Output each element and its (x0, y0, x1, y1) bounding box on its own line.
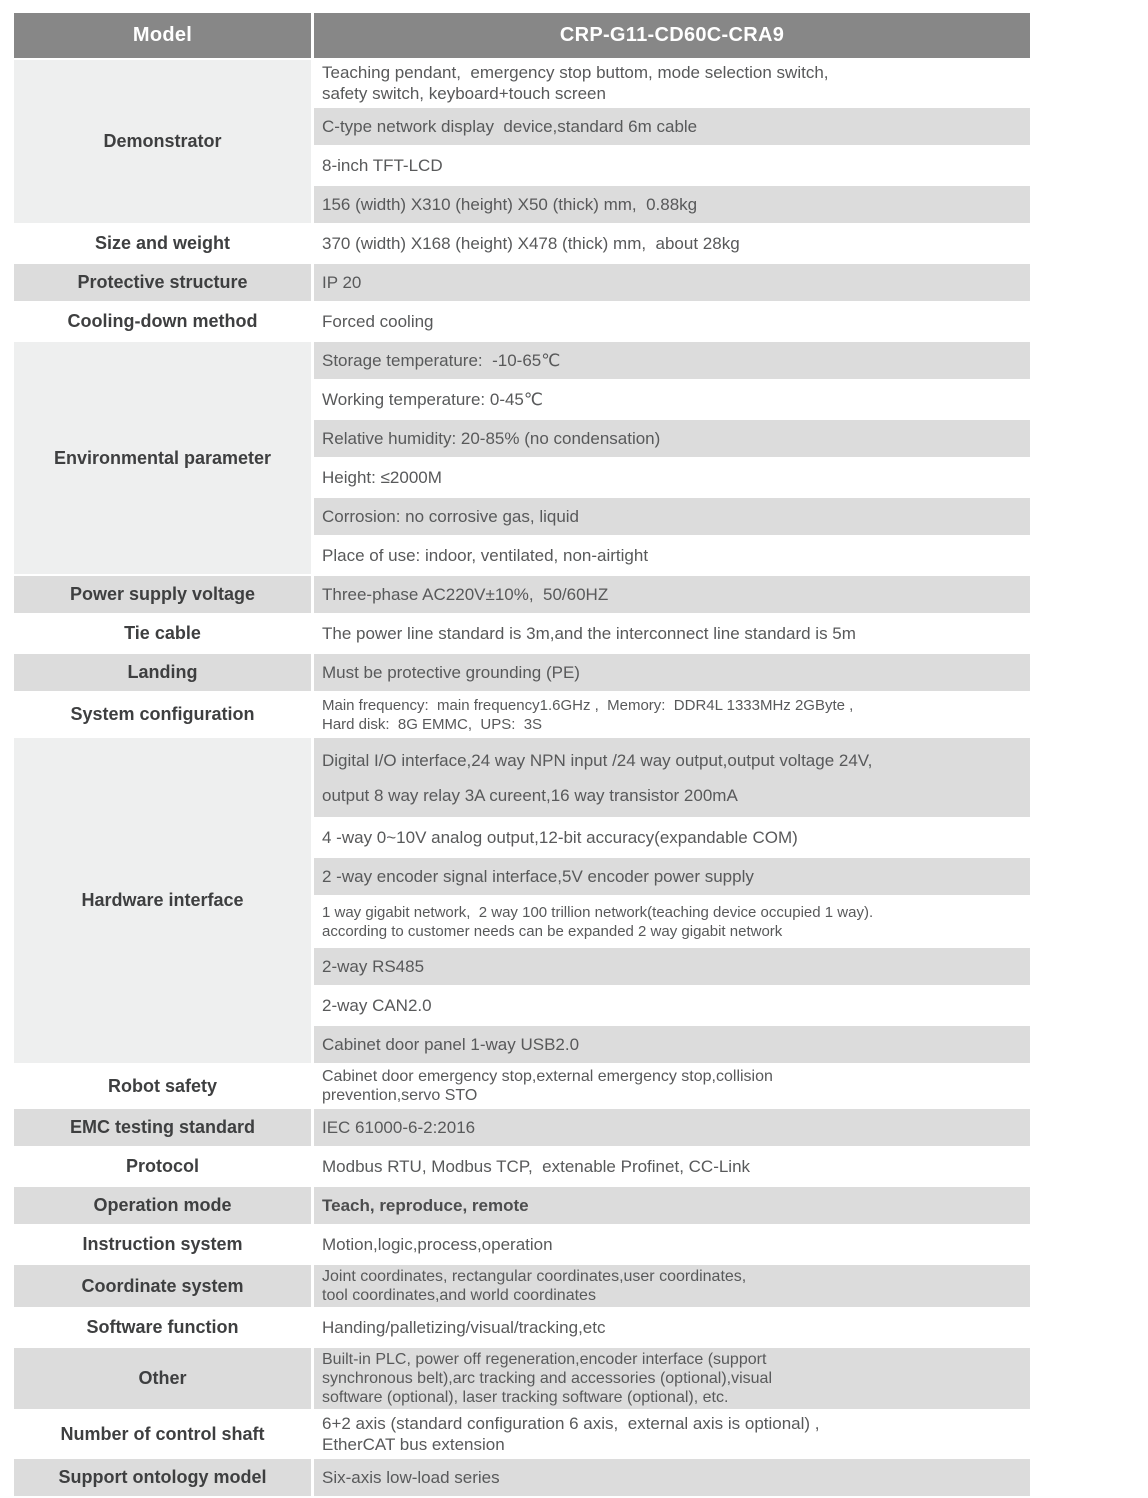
value-rows (314, 1265, 1030, 1307)
value-line: EtherCAT bus extension (322, 1435, 505, 1454)
value-rows (314, 1148, 1030, 1185)
value-rows (314, 738, 1030, 1063)
spec-row-group (14, 693, 1030, 736)
spec-row-group (14, 738, 1030, 1063)
row-label-software-function: Software function (14, 1309, 311, 1346)
row-label-coordinate-system: Coordinate system (14, 1265, 311, 1307)
spec-row-group (14, 654, 1030, 691)
row-label-size-and-weight: Size and weight (14, 225, 311, 262)
value-line: synchronous belt),arc tracking and accessories (optional),visual (322, 1370, 772, 1387)
row-label-cooling-down-method: Cooling-down method (14, 303, 311, 340)
spec-row-group (14, 1459, 1030, 1496)
spec-value-cell: Motion,logic,process,operation (314, 1226, 1030, 1263)
row-label-instruction-system: Instruction system (14, 1226, 311, 1263)
value-line: Teaching pendant, emergency stop buttom, mode selection switch, (322, 63, 829, 82)
spec-value-cell: C-type network display device,standard 6m cable (314, 108, 1030, 145)
value-rows (314, 1309, 1030, 1346)
spec-row-group (14, 576, 1030, 613)
spec-value-cell: 4 -way 0~10V analog output,12-bit accuracy(expandable COM) (314, 819, 1030, 856)
spec-value-cell: IP 20 (314, 264, 1030, 301)
value-line: Built-in PLC, power off regeneration,encoder interface (support (322, 1351, 767, 1368)
spec-value-cell: Three-phase AC220V±10%, 50/60HZ (314, 576, 1030, 613)
value-rows (314, 264, 1030, 301)
value-line: Joint coordinates, rectangular coordinates,user coordinates, (322, 1268, 747, 1285)
spec-value-cell: IEC 61000-6-2:2016 (314, 1109, 1030, 1146)
row-label-operation-mode: Operation mode (14, 1187, 311, 1224)
spec-row-group (14, 615, 1030, 652)
spec-row-group (14, 264, 1030, 301)
spec-value-cell: Forced cooling (314, 303, 1030, 340)
spec-value-cell (314, 897, 1030, 946)
spec-value-cell (314, 1411, 1030, 1457)
spec-row-group (14, 60, 1030, 223)
value-line: Digital I/O interface,24 way NPN input /24 way output,output voltage 24V, (322, 750, 873, 770)
value-line: 6+2 axis (standard configuration 6 axis, external axis is optional) , (322, 1414, 820, 1433)
spec-value-cell: Handing/palletizing/visual/tracking,etc (314, 1309, 1030, 1346)
table-header-row (14, 13, 1030, 58)
value-rows (314, 576, 1030, 613)
row-label-protective-structure: Protective structure (14, 264, 311, 301)
value-line: 1 way gigabit network, 2 way 100 trillion network(teaching device occupied 1 way). (322, 903, 874, 921)
spec-value-cell: 2 -way encoder signal interface,5V encoder power supply (314, 858, 1030, 895)
value-line: Main frequency: main frequency1.6GHz , Memory: DDR4L 1333MHz 2GByte , (322, 696, 854, 714)
spec-value-cell: Modbus RTU, Modbus TCP, extenable Profinet, CC-Link (314, 1148, 1030, 1185)
value-rows (314, 225, 1030, 262)
row-label-support-ontology-model: Support ontology model (14, 1459, 311, 1496)
row-label-number-of-control-shaft: Number of control shaft (14, 1411, 311, 1457)
value-rows (314, 303, 1030, 340)
spec-row-group (14, 1187, 1030, 1224)
row-label-landing: Landing (14, 654, 311, 691)
value-rows (314, 1411, 1030, 1457)
spec-row-group (14, 1065, 1030, 1107)
spec-value-cell: Relative humidity: 20-85% (no condensation) (314, 420, 1030, 457)
row-label-emc-testing-standard: EMC testing standard (14, 1109, 311, 1146)
value-line: safety switch, keyboard+touch screen (322, 84, 606, 103)
spec-value-cell: Storage temperature: -10-65℃ (314, 342, 1030, 379)
value-rows (314, 615, 1030, 652)
value-line: output 8 way relay 3A cureent,16 way transistor 200mA (322, 785, 738, 805)
spec-table (14, 13, 1030, 1498)
value-rows (314, 60, 1030, 223)
row-label-environmental-parameter: Environmental parameter (14, 342, 311, 574)
spec-value-cell: Place of use: indoor, ventilated, non-airtight (314, 537, 1030, 574)
header-model-value: CRP-G11-CD60C-CRA9 (314, 13, 1030, 58)
row-label-robot-safety: Robot safety (14, 1065, 311, 1107)
spec-row-group (14, 1265, 1030, 1307)
value-rows (314, 1348, 1030, 1409)
spec-value-cell: Teach, reproduce, remote (314, 1187, 1030, 1224)
row-label-power-supply-voltage: Power supply voltage (14, 576, 311, 613)
header-model-label: Model (14, 13, 311, 58)
spec-value-cell: 8-inch TFT-LCD (314, 147, 1030, 184)
spec-row-group (14, 1411, 1030, 1457)
spec-value-cell: 2-way RS485 (314, 948, 1030, 985)
spec-row-group (14, 303, 1030, 340)
row-label-protocol: Protocol (14, 1148, 311, 1185)
value-rows (314, 1226, 1030, 1263)
spec-value-cell (314, 1348, 1030, 1409)
value-rows (314, 1065, 1030, 1107)
spec-value-cell: 370 (width) X168 (height) X478 (thick) mm, about 28kg (314, 225, 1030, 262)
value-rows (314, 1187, 1030, 1224)
spec-value-cell: Must be protective grounding (PE) (314, 654, 1030, 691)
spec-value-cell (314, 738, 1030, 817)
value-line: Cabinet door emergency stop,external emergency stop,collision (322, 1068, 773, 1085)
row-label-demonstrator: Demonstrator (14, 60, 311, 223)
spec-value-cell: The power line standard is 3m,and the interconnect line standard is 5m (314, 615, 1030, 652)
row-label-system-configuration: System configuration (14, 693, 311, 736)
value-rows (314, 693, 1030, 736)
spec-value-cell: 2-way CAN2.0 (314, 987, 1030, 1024)
spec-value-cell: Height: ≤2000M (314, 459, 1030, 496)
value-rows (314, 654, 1030, 691)
value-rows (314, 1109, 1030, 1146)
spec-value-cell: Six-axis low-load series (314, 1459, 1030, 1496)
spec-value-cell: 156 (width) X310 (height) X50 (thick) mm, 0.88kg (314, 186, 1030, 223)
spec-row-group (14, 1309, 1030, 1346)
spec-row-group (14, 1226, 1030, 1263)
spec-value-cell: Corrosion: no corrosive gas, liquid (314, 498, 1030, 535)
row-label-hardware-interface: Hardware interface (14, 738, 311, 1063)
value-line: prevention,servo STO (322, 1087, 478, 1104)
spec-value-cell (314, 60, 1030, 106)
spec-value-cell (314, 693, 1030, 736)
value-line: software (optional), laser tracking software (optional), etc. (322, 1389, 729, 1406)
spec-groups (14, 60, 1030, 1496)
value-line: Hard disk: 8G EMMC, UPS: 3S (322, 715, 543, 733)
spec-row-group (14, 1348, 1030, 1409)
value-line: according to customer needs can be expanded 2 way gigabit network (322, 922, 783, 940)
spec-row-group (14, 1148, 1030, 1185)
spec-value-cell: Cabinet door panel 1-way USB2.0 (314, 1026, 1030, 1063)
value-line: tool coordinates,and world coordinates (322, 1287, 596, 1304)
spec-row-group (14, 1109, 1030, 1146)
value-rows (314, 342, 1030, 574)
row-label-tie-cable: Tie cable (14, 615, 311, 652)
value-rows (314, 1459, 1030, 1496)
row-label-other: Other (14, 1348, 311, 1409)
spec-value-cell (314, 1065, 1030, 1107)
spec-value-cell (314, 1265, 1030, 1307)
spec-row-group (14, 225, 1030, 262)
spec-row-group (14, 342, 1030, 574)
spec-value-cell: Working temperature: 0-45℃ (314, 381, 1030, 418)
